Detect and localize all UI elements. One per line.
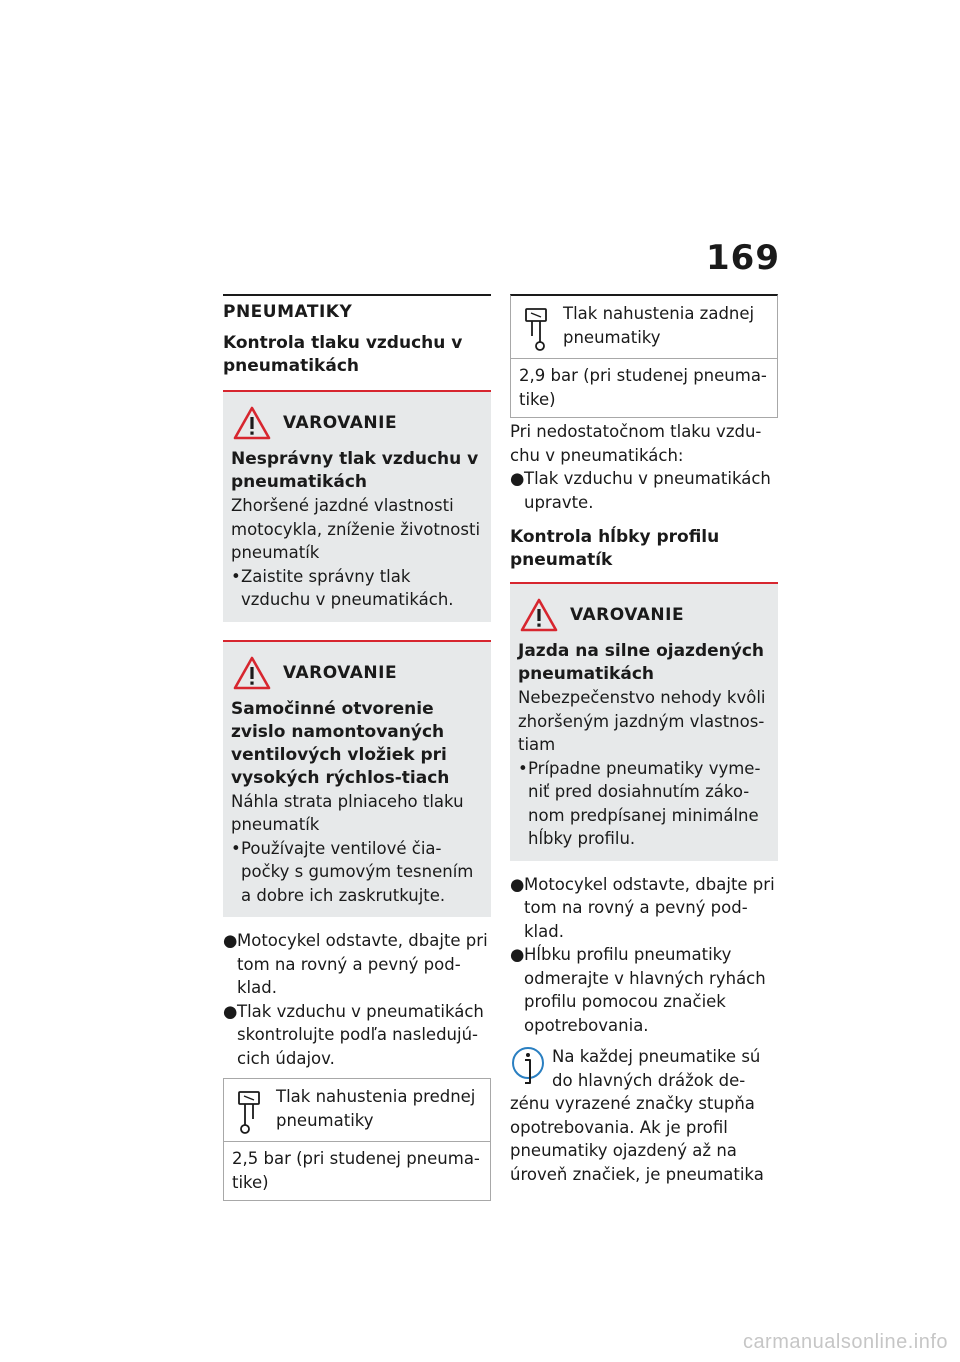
- warning-title: Jazda na silne ojazdených pneumatikách: [518, 641, 765, 684]
- step-text: Motocykel odstavte, dbajte pri tom na rovný a pevný pod-klad.: [237, 931, 488, 997]
- bullet-marker: •: [231, 566, 241, 586]
- warning-header: [231, 404, 483, 442]
- warning-header: [231, 654, 483, 692]
- warning-triangle-icon: [233, 656, 271, 690]
- step-list: [223, 929, 491, 1070]
- low-pressure-text: Pri nedostatočnom tlaku vzdu-chu v pneumatikách:: [510, 422, 762, 465]
- table-label: Tlak nahustenia prednej pneumatiky: [276, 1087, 476, 1130]
- step-list: [510, 873, 778, 1038]
- warning-text: Nebezpečenstvo nehody kvôli zhoršeným jazdným vlastnos-tiam: [518, 688, 766, 754]
- rear-pressure-table: [510, 294, 778, 418]
- warning-title: Samočinné otvorenie zvislo namontovaných ventilových vložiek pri vysokých rýchlos-tiach: [231, 698, 450, 788]
- warning-triangle-icon: [233, 406, 271, 440]
- list-item: [510, 467, 778, 514]
- table-header: [511, 296, 777, 359]
- warning-header: [518, 596, 770, 634]
- step-text: Motocykel odstavte, dbajte pri tom na rovný a pevný pod-klad.: [524, 874, 775, 941]
- bullet-marker: ●: [510, 874, 525, 894]
- warning-box-worn-tires: [510, 582, 778, 861]
- info-note: [510, 1045, 778, 1092]
- bullet-marker: ●: [223, 1001, 238, 1021]
- bullet-marker: ●: [223, 931, 238, 950]
- warning-label: VAROVANIE: [283, 413, 398, 433]
- section-rule: [223, 294, 491, 296]
- front-pressure-table: [223, 1078, 491, 1201]
- table-header: [224, 1079, 490, 1142]
- warning-bullet-text: Používajte ventilové čia-počky s gumovým tesnením a dobre ich zaskrutkujte.: [241, 838, 474, 905]
- step-text: Tlak vzduchu v pneumatikách upravte.: [524, 469, 771, 512]
- tire-pressure-gauge-icon: [236, 1089, 262, 1135]
- warning-text: Zhoršené jazdné vlastnosti motocykla, zníženie životnosti pneumatík: [231, 496, 481, 562]
- right-column: [510, 294, 778, 1186]
- warning-bullet: [518, 757, 770, 851]
- warning-box-valve: [223, 640, 491, 918]
- bullet-marker: •: [518, 758, 528, 778]
- warning-title: Nesprávny tlak vzduchu v pneumatikách: [231, 449, 479, 492]
- info-text-indented: Na každej pneumatike sú do hlavných drážok de-: [552, 1047, 761, 1090]
- list-item: [510, 943, 778, 1037]
- list-item: [223, 929, 491, 1000]
- warning-bullet-text: Prípadne pneumatiky vyme-niť pred dosiahnutím záko-nom predpísanej minimálne hĺbky profilu.: [528, 758, 761, 848]
- table-value: 2,5 bar (pri studenej pneuma-tike): [232, 1149, 480, 1192]
- tire-pressure-gauge-icon: [523, 306, 549, 352]
- warning-bullet: [231, 565, 483, 612]
- left-column: [223, 294, 491, 1201]
- info-text-full: zénu vyrazené značky stupňa opotrebovania. Ak je profil pneumatiky ojazdený až na úroveň značiek, je pneumatika: [510, 1094, 764, 1184]
- table-label: Tlak nahustenia zadnej pneumatiky: [563, 304, 755, 347]
- watermark: carmanualsonline.info: [742, 1331, 948, 1353]
- bullet-marker: •: [231, 838, 241, 858]
- section-title: PNEUMATIKY: [223, 302, 353, 322]
- step-text: Hĺbku profilu pneumatiky odmerajte v hlavných ryhách profilu pomocou značiek opotrebovania.: [524, 945, 766, 1035]
- warning-text: Náhla strata plniaceho tlaku pneumatík: [231, 791, 464, 834]
- warning-bullet: [231, 837, 483, 908]
- info-icon: [510, 1045, 546, 1089]
- list-item: [223, 1000, 491, 1071]
- bullet-marker: ●: [510, 945, 525, 964]
- warning-label: VAROVANIE: [570, 605, 685, 625]
- step-text: Tlak vzduchu v pneumatikách skontrolujte podľa nasledujú-cich údajov.: [237, 1001, 484, 1068]
- list-item: [510, 873, 778, 944]
- warning-label: VAROVANIE: [283, 662, 398, 683]
- subheading-tread-depth: Kontrola hĺbky profilu pneumatík: [510, 527, 720, 570]
- warning-bullet-text: Zaistite správny tlak vzduchu v pneumatikách.: [241, 566, 454, 609]
- warning-box-pressure: [223, 390, 491, 622]
- warning-triangle-icon: [520, 598, 558, 632]
- bullet-marker: ●: [510, 469, 525, 488]
- subheading-tire-pressure: Kontrola tlaku vzduchu v pneumatikách: [223, 333, 463, 376]
- page-number: 169: [706, 238, 780, 278]
- table-value: 2,9 bar (pri studenej pneuma-tike): [519, 366, 767, 409]
